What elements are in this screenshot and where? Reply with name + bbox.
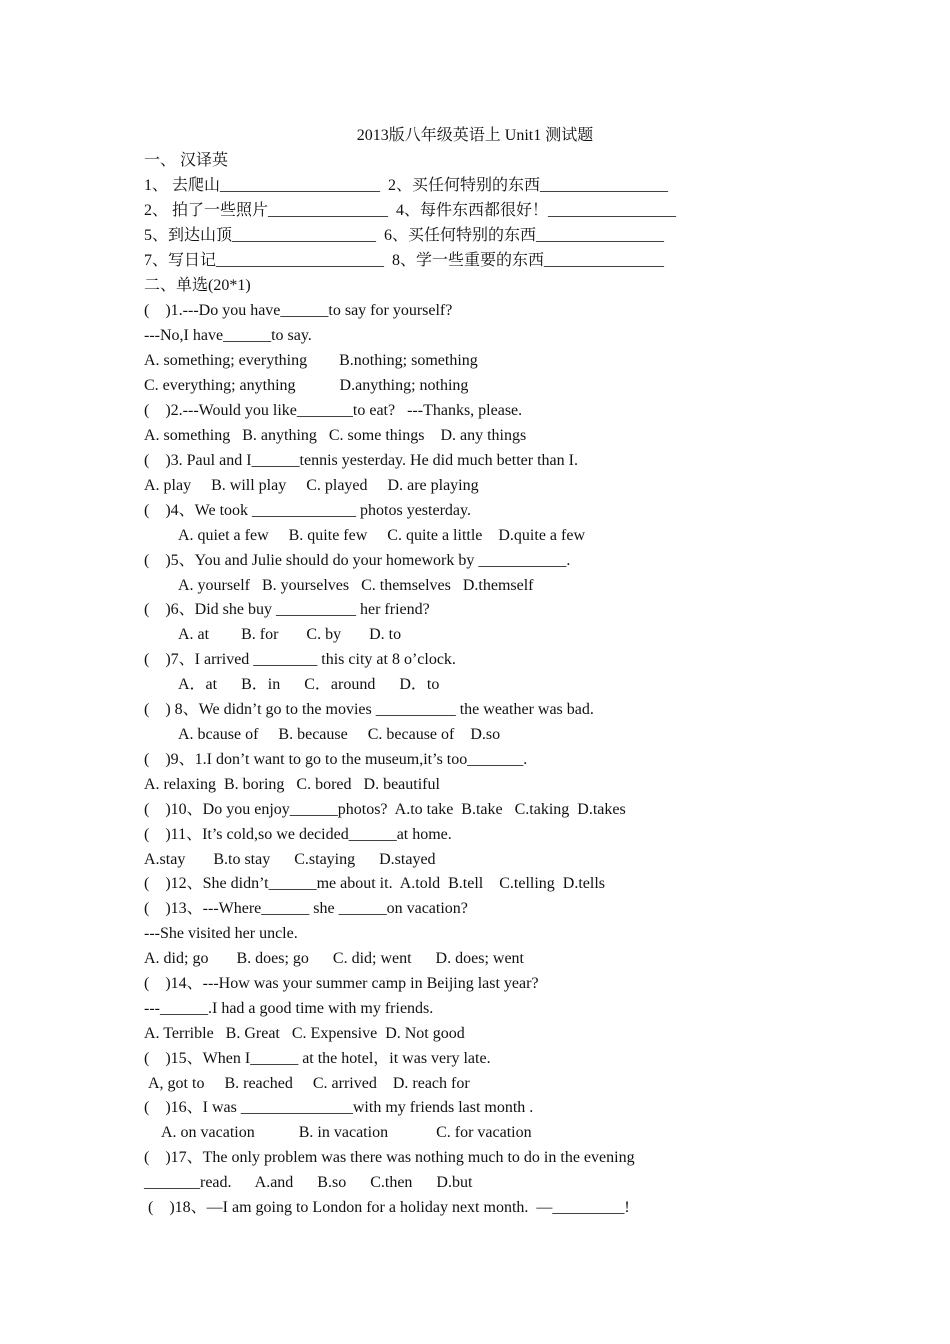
question-2-options: A. something B. anything C. some things D. any things [144, 427, 527, 444]
question-1-options-cd: C. everything; anything D.anything; nothing [144, 377, 469, 394]
question-6-options: A. at B. for C. by D. to [178, 626, 402, 643]
question-7-options: A．at B．in C．around D．to [178, 676, 440, 693]
question-5-options: A. yourself B. yourselves C. themselves D.themself [178, 577, 534, 594]
document-title: 2013版八年级英语上 Unit1 测试题 [356, 127, 594, 144]
question-15: ( )15、When I______ at the hotel，it was very late. [144, 1050, 491, 1067]
question-2: ( )2.---Would you like_______to eat? ---Thanks, please. [144, 402, 523, 419]
question-16: ( )16、I was ______________with my friends last month . [144, 1099, 534, 1116]
question-8-options: A. bcause of B. because C. because of D.so [178, 726, 501, 743]
question-13: ( )13、---Where______ she ______on vacation? [144, 900, 468, 917]
question-1-dialogue: ---No,I have______to say. [144, 327, 312, 344]
question-17-continuation: _______read. A.and B.so C.then D.but [144, 1174, 473, 1191]
section-heading-multiple-choice: 二、单选(20*1) [144, 277, 251, 294]
question-11: ( )11、It’s cold,so we decided______at home. [144, 826, 452, 843]
question-3-options: A. play B. will play C. played D. are playing [144, 477, 479, 494]
question-3: ( )3. Paul and I______tennis yesterday. He did much better than I. [144, 452, 578, 469]
question-7: ( )7、I arrived ________ this city at 8 o’clock. [144, 651, 456, 668]
question-13-dialogue: ---She visited her uncle. [144, 925, 298, 942]
question-11-options: A.stay B.to stay C.staying D.stayed [144, 851, 436, 868]
question-18: ( )18、—I am going to London for a holiday next month. —_________! [148, 1199, 630, 1216]
question-8: ( ) 8、We didn’t go to the movies __________ the weather was bad. [144, 701, 594, 718]
question-10: ( )10、Do you enjoy______photos? A.to take B.take C.taking D.takes [144, 801, 626, 818]
question-12: ( )12、She didn’t______me about it. A.told B.tell C.telling D.tells [144, 875, 606, 892]
question-13-options: A. did; go B. does; go C. did; went D. does; went [144, 950, 524, 967]
question-14-dialogue: ---______.I had a good time with my friends. [144, 1000, 434, 1017]
question-4: ( )4、We took _____________ photos yesterday. [144, 502, 471, 519]
question-4-options: A. quiet a few B. quite few C. quite a little D.quite a few [178, 527, 586, 544]
question-16-options: A. on vacation B. in vacation C. for vacation [161, 1124, 532, 1141]
translation-row-4: 7、写日记_____________________ 8、学一些重要的东西_______________ [144, 252, 665, 269]
question-1: ( )1.---Do you have______to say for yourself? [144, 302, 453, 319]
translation-row-1: 1、 去爬山____________________ 2、买任何特别的东西________________ [144, 177, 669, 194]
question-15-options: A, got to B. reached C. arrived D. reach for [148, 1075, 470, 1092]
question-5: ( )5、You and Julie should do your homework by ___________. [144, 552, 571, 569]
question-1-options-ab: A. something; everything B.nothing; something [144, 352, 478, 369]
question-14: ( )14、---How was your summer camp in Beijing last year? [144, 975, 539, 992]
question-6: ( )6、Did she buy __________ her friend? [144, 601, 430, 618]
question-9-options: A. relaxing B. boring C. bored D. beautiful [144, 776, 440, 793]
translation-row-3: 5、到达山顶__________________ 6、买任何特别的东西________________ [144, 227, 665, 244]
question-9: ( )9、1.I don’t want to go to the museum,it’s too_______. [144, 751, 528, 768]
section-heading-translation: 一、 汉译英 [144, 152, 229, 169]
question-14-options: A. Terrible B. Great C. Expensive D. Not good [144, 1025, 465, 1042]
question-17: ( )17、The only problem was there was nothing much to do in the evening [144, 1149, 635, 1166]
translation-row-2: 2、 拍了一些照片_______________ 4、每件东西都很好！________________ [144, 202, 677, 219]
